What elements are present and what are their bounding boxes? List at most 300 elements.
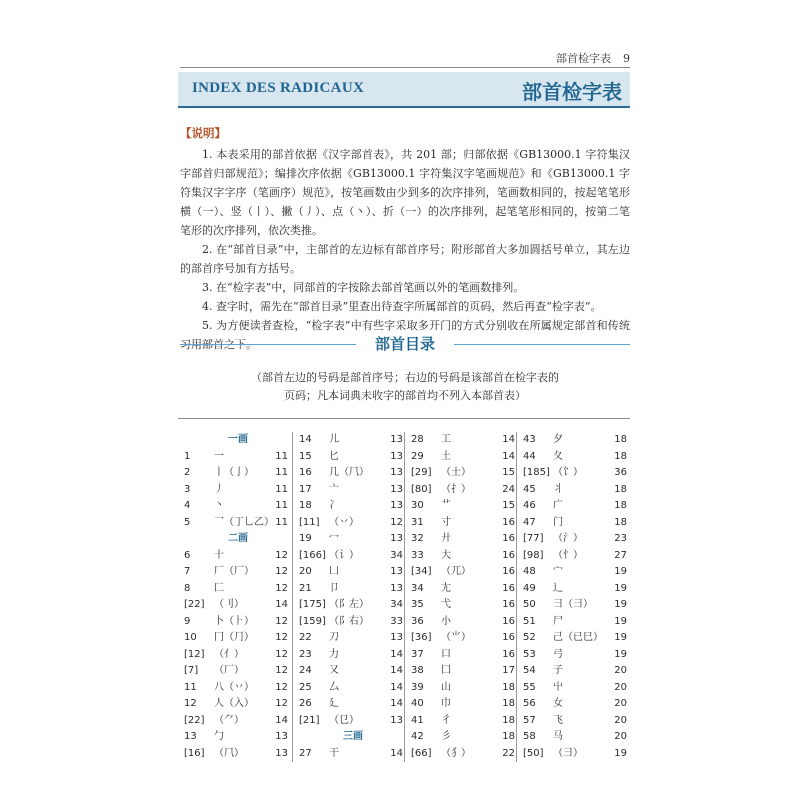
radical-glyph: （⺕） [553, 747, 583, 759]
radical-number: [80] [411, 483, 432, 495]
radical-glyph: 子 [553, 665, 563, 676]
radical-entry [523, 663, 631, 680]
radical-glyph: （扌） [441, 483, 471, 495]
radical-number: 39 [411, 681, 424, 693]
radical-number: [159] [299, 615, 326, 627]
radical-glyph: 一 [214, 450, 224, 462]
radical-number: 23 [299, 648, 312, 660]
radical-page: 11 [275, 450, 288, 462]
radical-page: 17 [502, 665, 515, 676]
radical-page: 16 [502, 648, 515, 660]
radical-number: 19 [299, 533, 312, 544]
radical-page: 34 [390, 599, 403, 610]
title-chinese: 部首检字表 [522, 80, 622, 104]
radical-glyph: 廴 [329, 698, 339, 709]
radical-glyph: （兀） [441, 566, 471, 577]
radical-entry [184, 597, 292, 614]
radical-entry [411, 531, 519, 548]
radical-glyph: 凵 [329, 566, 339, 577]
radical-entry [411, 729, 519, 746]
radical-glyph: （厂） [214, 665, 244, 676]
radical-glyph: 干 [329, 747, 339, 759]
radical-number: 2 [184, 467, 191, 478]
radical-entry [184, 548, 292, 565]
radical-number: 24 [299, 665, 312, 676]
header-rule [180, 67, 630, 68]
radical-number: [50] [523, 747, 544, 759]
radical-entry [299, 663, 407, 680]
radical-number: 53 [523, 648, 536, 660]
radical-entry [299, 465, 407, 482]
radical-page: 19 [614, 648, 627, 660]
radical-entry [523, 680, 631, 697]
radical-entry [184, 482, 292, 499]
radical-page: 20 [614, 681, 627, 693]
radical-page: 18 [502, 698, 515, 709]
radical-entry [411, 581, 519, 598]
radical-number: 12 [184, 698, 197, 709]
radical-entry [523, 564, 631, 581]
radical-entry [523, 713, 631, 730]
radical-page: 16 [502, 516, 515, 528]
radical-number: 29 [411, 450, 424, 462]
stroke-count-heading [184, 531, 292, 548]
radical-page: 36 [614, 467, 627, 478]
radical-entry [184, 746, 292, 763]
radical-number: [12] [184, 648, 205, 660]
radical-number: 51 [523, 615, 536, 627]
radical-number: 37 [411, 648, 424, 660]
radical-entry [299, 515, 407, 532]
radical-number: 56 [523, 698, 536, 709]
radical-glyph: （㔾） [329, 714, 359, 726]
radical-number: 10 [184, 632, 197, 643]
radical-number: 54 [523, 665, 536, 676]
radical-page: 14 [390, 681, 403, 693]
radical-number: 25 [299, 681, 312, 693]
radical-entry [299, 482, 407, 499]
radical-glyph: （讠） [329, 549, 359, 561]
radical-glyph: 小 [441, 615, 451, 627]
radical-page: 33 [390, 615, 403, 627]
radical-page: 19 [614, 582, 627, 594]
radical-entry [411, 564, 519, 581]
radical-number: 43 [523, 434, 536, 445]
radical-glyph: （⺌） [441, 632, 471, 643]
radical-number: [22] [184, 599, 205, 610]
radical-number: [175] [299, 599, 326, 610]
radical-glyph: 夂 [553, 450, 563, 462]
radical-page: 18 [502, 731, 515, 742]
radical-page: 12 [390, 516, 403, 528]
radical-glyph: 亠 [329, 483, 339, 495]
radical-page: 13 [390, 533, 403, 544]
radical-page: 18 [614, 500, 627, 511]
radical-number: 6 [184, 549, 191, 561]
radical-page: 13 [390, 632, 403, 643]
radical-number: 27 [299, 747, 312, 759]
radical-glyph: 冫 [329, 500, 339, 511]
radical-page: 14 [502, 450, 515, 462]
radical-glyph: 八（丷） [214, 681, 254, 693]
radical-entry [411, 597, 519, 614]
radical-glyph: （犭） [441, 747, 471, 759]
radical-entry [411, 746, 519, 763]
running-head [180, 50, 630, 66]
radical-entry [299, 746, 407, 763]
radical-entry [184, 663, 292, 680]
radical-page: 19 [614, 632, 627, 643]
radical-entry [523, 498, 631, 515]
radical-glyph: 厂（厂） [214, 566, 254, 577]
radical-number: 33 [411, 549, 424, 561]
radical-number: 52 [523, 632, 536, 643]
radical-entry [411, 614, 519, 631]
radical-glyph: （亻） [214, 648, 244, 660]
radical-entry [184, 465, 292, 482]
radical-number: 3 [184, 483, 191, 495]
radical-number: 57 [523, 714, 536, 726]
radical-page: 12 [275, 632, 288, 643]
radical-glyph: 广 [553, 500, 563, 511]
radical-entry [411, 663, 519, 680]
table-top-rule [178, 418, 630, 419]
radical-number: [98] [523, 549, 544, 561]
radical-entry [411, 680, 519, 697]
radical-page: 27 [614, 549, 627, 561]
radical-glyph: （阝左） [329, 599, 369, 610]
radical-page: 12 [275, 615, 288, 627]
radical-entry [411, 696, 519, 713]
radical-page: 12 [275, 582, 288, 594]
radical-glyph: 工 [441, 434, 451, 445]
radical-entry [411, 432, 519, 449]
radical-page: 15 [502, 500, 515, 511]
radical-page: 20 [614, 731, 627, 742]
radical-page: 12 [275, 549, 288, 561]
radical-glyph: （阝右） [329, 615, 369, 627]
radical-entry [411, 630, 519, 647]
radical-page: 20 [614, 698, 627, 709]
radical-glyph: （⺈） [214, 714, 244, 726]
radical-glyph: 艹 [441, 500, 451, 511]
radical-number: 14 [299, 434, 312, 445]
radical-entry [523, 597, 631, 614]
radical-page: 18 [614, 483, 627, 495]
radical-page: 18 [502, 681, 515, 693]
radical-number: 1 [184, 450, 191, 462]
radical-entry [523, 515, 631, 532]
radical-page: 14 [390, 698, 403, 709]
radical-number: 47 [523, 516, 536, 528]
radical-entry [184, 729, 292, 746]
radical-glyph: 力 [329, 648, 339, 660]
section-title: 部首目录 [374, 335, 435, 353]
radical-page: 24 [502, 483, 515, 495]
radical-glyph: （饣） [553, 467, 583, 478]
radical-glyph: 门 [553, 516, 563, 528]
radical-glyph: 大 [441, 549, 451, 561]
radical-number: 7 [184, 566, 191, 577]
radical-number: 55 [523, 681, 536, 693]
radical-page: 12 [275, 566, 288, 577]
radical-number: [16] [184, 747, 205, 759]
radical-glyph: 弋 [441, 599, 451, 610]
radical-number: 50 [523, 599, 536, 610]
radical-number: 38 [411, 665, 424, 676]
radical-glyph: 山 [441, 681, 451, 693]
radical-glyph: 人（入） [214, 698, 254, 709]
radical-entry [523, 465, 631, 482]
radical-number: [77] [523, 533, 544, 544]
radical-page: 19 [614, 599, 627, 610]
radical-page: 18 [502, 714, 515, 726]
radical-page: 16 [502, 615, 515, 627]
radical-page: 11 [275, 467, 288, 478]
radical-entry [299, 449, 407, 466]
radical-glyph: 夕 [553, 434, 563, 445]
radical-number: [29] [411, 467, 432, 478]
radical-glyph: 彡 [441, 731, 451, 742]
radical-page: 19 [614, 566, 627, 577]
radical-page: 11 [275, 500, 288, 511]
radical-page: 13 [390, 566, 403, 577]
radical-entry [184, 630, 292, 647]
radical-number: 16 [299, 467, 312, 478]
radical-page: 13 [390, 467, 403, 478]
radical-entry [299, 564, 407, 581]
radical-page: 12 [275, 681, 288, 693]
radical-number: 36 [411, 615, 424, 627]
radical-page: 11 [275, 483, 288, 495]
radical-entry [184, 449, 292, 466]
radical-entry [411, 498, 519, 515]
radical-entry [523, 746, 631, 763]
radical-page: 16 [502, 549, 515, 561]
stroke-count-label: 一画 [228, 434, 248, 445]
radical-glyph: 冂（⺆） [214, 632, 254, 643]
page-number: 9 [623, 52, 630, 65]
instruction-paragraph: 2. 在“部首目录”中，主部首的左边标有部首序号；附形部首大多加圆括号单立，其左边的部首序号加有方括号。 [180, 243, 630, 275]
radical-entry [523, 647, 631, 664]
radical-page: 13 [390, 582, 403, 594]
radical-glyph: 尢 [441, 582, 451, 594]
radical-page: 12 [275, 698, 288, 709]
radical-entry [184, 647, 292, 664]
radical-glyph: 十 [214, 549, 224, 561]
radical-entry [299, 630, 407, 647]
title-bar [178, 72, 630, 108]
radical-page: 13 [390, 450, 403, 462]
radical-number: 11 [184, 681, 197, 693]
radical-entry [411, 482, 519, 499]
radical-number: 15 [299, 450, 312, 462]
radical-column [292, 432, 407, 762]
instruction-paragraph: 4. 查字时，需先在“部首目录”里查出待查字所属部首的页码，然后再查“检字表”。 [202, 300, 602, 313]
radical-entry [299, 498, 407, 515]
radical-page: 13 [390, 714, 403, 726]
title-english: INDEX DES RADICAUX [192, 80, 365, 96]
radical-entry [184, 564, 292, 581]
radical-number: [7] [184, 665, 199, 676]
radical-glyph: （士） [441, 467, 471, 478]
radical-page: 19 [614, 615, 627, 627]
radical-entry [523, 432, 631, 449]
radical-entry [523, 630, 631, 647]
radical-page: 16 [502, 599, 515, 610]
radical-page: 12 [275, 665, 288, 676]
radical-entry [411, 647, 519, 664]
radical-entry [184, 515, 292, 532]
radical-number: 30 [411, 500, 424, 511]
radical-page: 12 [275, 648, 288, 660]
radical-number: 9 [184, 615, 191, 627]
radical-number: 22 [299, 632, 312, 643]
radical-page: 13 [390, 434, 403, 445]
radical-entry [299, 680, 407, 697]
radical-page: 16 [502, 582, 515, 594]
radical-entry [299, 696, 407, 713]
radical-number: [11] [299, 516, 320, 528]
radical-page: 11 [275, 516, 288, 528]
radical-glyph: （丷） [329, 516, 359, 528]
radical-entry [184, 713, 292, 730]
radical-page: 22 [502, 747, 515, 759]
radical-glyph: 丶 [214, 500, 224, 511]
stroke-count-label: 二画 [228, 533, 248, 544]
radical-entry [184, 696, 292, 713]
radical-page: 16 [502, 533, 515, 544]
running-head-title: 部首检字表 [556, 52, 611, 65]
radical-glyph: 匚 [214, 582, 224, 594]
radical-number: 21 [299, 582, 312, 594]
radical-glyph: 乛（丁乚乙） [214, 516, 274, 528]
radical-page: 13 [275, 731, 288, 742]
radical-glyph: 冖 [329, 533, 339, 544]
instructions [180, 124, 630, 354]
radical-number: 34 [411, 582, 424, 594]
radical-number: [66] [411, 747, 432, 759]
radical-entry [299, 432, 407, 449]
radical-number: [22] [184, 714, 205, 726]
radical-number: 20 [299, 566, 312, 577]
radical-glyph: 屮 [553, 681, 563, 693]
radical-number: 44 [523, 450, 536, 462]
radical-glyph: 飞 [553, 714, 563, 726]
radical-entry [184, 680, 292, 697]
radical-glyph: 辶 [553, 582, 563, 594]
radical-page: 15 [502, 467, 515, 478]
radical-glyph: 马 [553, 731, 563, 742]
radical-glyph: 丿 [214, 483, 224, 495]
radical-glyph: 又 [329, 665, 339, 676]
radical-page: 34 [390, 549, 403, 561]
radical-glyph: 彳 [441, 714, 451, 726]
radical-page: 13 [390, 483, 403, 495]
radical-entry [411, 465, 519, 482]
radical-page: 14 [275, 599, 288, 610]
radical-number: 8 [184, 582, 191, 594]
instructions-label: 【说明】 [180, 126, 226, 140]
radical-page: 19 [614, 747, 627, 759]
radical-number: 5 [184, 516, 191, 528]
radical-glyph: 卩 [329, 582, 339, 594]
radical-glyph: 己（已巳） [553, 632, 603, 643]
radical-number: [21] [299, 714, 320, 726]
section-rule-right [454, 344, 630, 345]
radical-number: 46 [523, 500, 536, 511]
radical-column [404, 432, 519, 762]
radical-glyph: （忄） [553, 549, 583, 561]
radical-entry [523, 548, 631, 565]
radical-number: 13 [184, 731, 197, 742]
radical-glyph: 寸 [441, 516, 451, 528]
radical-glyph: 丬 [553, 483, 563, 495]
radical-page: 18 [614, 516, 627, 528]
radical-number: 41 [411, 714, 424, 726]
radical-number: [185] [523, 467, 550, 478]
radical-number: 45 [523, 483, 536, 495]
radical-glyph: 口 [441, 648, 451, 660]
radical-number: 4 [184, 500, 191, 511]
radical-page: 23 [614, 533, 627, 544]
radical-entry [523, 581, 631, 598]
radical-page: 20 [614, 714, 627, 726]
radical-number: 40 [411, 698, 424, 709]
section-note: （部首左边的号码是部首序号；右边的号码是该部首在检字表的页码；凡本词典未收字的部首均不列入本部首表） [251, 371, 559, 402]
radical-glyph: （⺇） [214, 747, 244, 759]
radical-glyph: 几（⺇） [329, 467, 369, 478]
radical-number: 58 [523, 731, 536, 742]
radical-number: 31 [411, 516, 424, 528]
radical-number: 26 [299, 698, 312, 709]
radical-glyph: 丨（亅） [214, 467, 254, 478]
radical-entry [411, 713, 519, 730]
radical-glyph: 彐（⺕） [553, 599, 593, 610]
radical-glyph: 女 [553, 698, 563, 709]
radical-glyph: （氵） [553, 533, 583, 544]
radical-column [516, 432, 631, 762]
radical-number: [36] [411, 632, 432, 643]
radical-page: 20 [614, 665, 627, 676]
radical-number: 18 [299, 500, 312, 511]
radical-entry [299, 548, 407, 565]
radical-entry [411, 515, 519, 532]
instruction-paragraph: 1. 本表采用的部首依据《汉字部首表》，共 201 部；归部依据《GB13000.1 字符集汉字部首归部规范》；编排次序依据《GB13000.1 字符集汉字笔画规范》和《GB13000.1 字符集汉字字序（笔画序）规范》，按笔画数由少到多的次序排列，笔画数相同的，按起笔笔形横（一）、竖（丨）、撇（丿）、点（丶）、折（一）的次序排列，起笔笔形相同的，按第二笔笔形的次序排列，依次类推。 [180, 148, 630, 237]
radical-column [180, 432, 292, 762]
radical-glyph: 匕 [329, 450, 339, 462]
radical-entry [299, 597, 407, 614]
radical-entry [299, 581, 407, 598]
radical-glyph: 囗 [441, 665, 451, 676]
radical-glyph: 卜（⺊） [214, 615, 254, 627]
radical-glyph: 巾 [441, 698, 451, 709]
radical-glyph: 弓 [553, 648, 563, 660]
radical-page: 14 [390, 665, 403, 676]
radical-entry [299, 647, 407, 664]
instruction-paragraph: 5. 为方便读者查检，“检字表”中有些字采取多开门的方式分别收在所属规定部首和传统习用部首之下。 [180, 319, 630, 351]
radical-number: 28 [411, 434, 424, 445]
radical-page: 14 [390, 747, 403, 759]
radical-glyph: 勹 [214, 731, 224, 742]
radical-entry [523, 531, 631, 548]
stroke-count-heading [184, 432, 292, 449]
radical-entry [523, 696, 631, 713]
radical-number: 48 [523, 566, 536, 577]
radical-entry [411, 548, 519, 565]
radical-glyph: 宀 [553, 566, 563, 577]
radical-number: 49 [523, 582, 536, 594]
